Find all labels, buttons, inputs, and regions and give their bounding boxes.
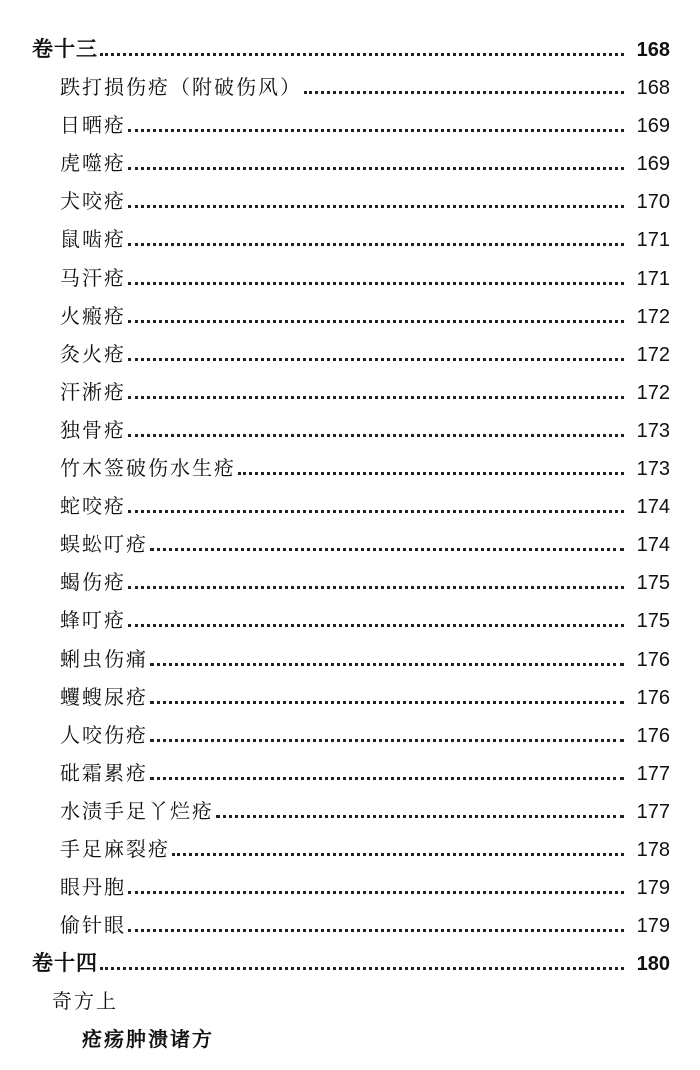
dot-leader [128, 129, 624, 132]
toc-page-number: 176 [636, 648, 670, 671]
dot-leader [128, 167, 624, 170]
toc-page-number: 171 [636, 229, 670, 252]
toc-entry-row[interactable] [0, 604, 700, 642]
toc-page-number: 168 [636, 77, 670, 100]
toc-entry-row[interactable] [0, 490, 700, 528]
toc-entry-row[interactable] [0, 262, 700, 300]
toc-page-number: 172 [636, 305, 670, 328]
dot-leader [128, 929, 624, 932]
toc-page-number: 172 [636, 381, 670, 404]
toc-page-number: 176 [636, 724, 670, 747]
toc-page-number: 168 [636, 39, 670, 61]
dot-leader [128, 510, 624, 513]
toc-entry-row[interactable] [0, 909, 700, 947]
dot-leader [150, 739, 624, 742]
toc-volume-row[interactable] [0, 947, 700, 985]
toc-page-number: 177 [636, 800, 670, 823]
toc-title: 蜈蚣叮疮 [60, 532, 148, 557]
toc-title: 日晒疮 [60, 113, 126, 138]
dot-leader [128, 358, 624, 361]
toc-page-number: 174 [636, 496, 670, 519]
toc-title: 跌打损伤疮（附破伤风） [60, 75, 302, 100]
dot-leader [128, 624, 624, 627]
toc-title: 眼丹胞 [60, 875, 126, 900]
dot-leader [150, 548, 624, 551]
toc-page-number: 172 [636, 343, 670, 366]
toc-page-number: 169 [636, 153, 670, 176]
toc-title: 卷十四 [32, 950, 98, 976]
toc-page-number: 180 [636, 953, 670, 976]
toc-page-number: 179 [636, 915, 670, 938]
toc-entry-row[interactable] [0, 757, 700, 795]
toc-title: 犬咬疮 [60, 189, 126, 214]
toc-page-number: 179 [636, 877, 670, 900]
dot-leader [150, 701, 624, 704]
toc-entry-row[interactable] [0, 223, 700, 261]
dot-leader [304, 91, 624, 94]
toc-list [0, 33, 700, 985]
toc-title: 蜊虫伤痛 [60, 646, 148, 671]
toc-title: 马汗疮 [60, 265, 126, 290]
toc-title: 鼠啮疮 [60, 227, 126, 252]
dot-leader [128, 396, 624, 399]
toc-entry-row[interactable] [0, 109, 700, 147]
toc-entry-row[interactable] [0, 414, 700, 452]
toc-title: 虎噬疮 [60, 151, 126, 176]
toc-entry-row[interactable] [0, 338, 700, 376]
toc-title: 独骨疮 [60, 417, 126, 442]
toc-title: 汗淅疮 [60, 379, 126, 404]
toc-title: 蠼螋尿疮 [60, 684, 148, 709]
toc-entry-row[interactable] [0, 452, 700, 490]
dot-leader [100, 53, 624, 56]
toc-entry-row[interactable] [0, 871, 700, 909]
toc-entry-row[interactable] [0, 71, 700, 109]
dot-leader [100, 967, 624, 970]
toc-entry-row[interactable] [0, 681, 700, 719]
toc-entry-row[interactable] [0, 643, 700, 681]
toc-entry-row[interactable] [0, 376, 700, 414]
toc-title: 偷针眼 [60, 913, 126, 938]
toc-title: 人咬伤疮 [60, 722, 148, 747]
dot-leader [128, 205, 624, 208]
dot-leader [172, 853, 624, 856]
toc-entry-row[interactable] [0, 147, 700, 185]
dot-leader [238, 472, 624, 475]
dot-leader [128, 891, 624, 894]
toc-page-number: 177 [636, 762, 670, 785]
subsection-heading: 疮疡肿溃诸方 [82, 1027, 214, 1051]
toc-tail [0, 985, 700, 1061]
toc-title: 水渍手足丫烂疮 [60, 798, 214, 823]
toc-title: 砒霜累疮 [60, 760, 148, 785]
toc-page-number: 178 [636, 838, 670, 861]
toc-page-number: 171 [636, 267, 670, 290]
dot-leader [150, 663, 624, 666]
dot-leader [128, 282, 624, 285]
toc-volume-row[interactable] [0, 33, 700, 71]
dot-leader [128, 434, 624, 437]
toc-entry-row[interactable] [0, 795, 700, 833]
toc-page-number: 175 [636, 610, 670, 633]
toc-title: 蜂叮疮 [60, 608, 126, 633]
toc-entry-row[interactable] [0, 300, 700, 338]
dot-leader [216, 815, 624, 818]
toc-page-number: 173 [636, 458, 670, 481]
toc-entry-row[interactable] [0, 528, 700, 566]
dot-leader [150, 777, 624, 780]
toc-page-number: 174 [636, 534, 670, 557]
toc-page-number: 170 [636, 191, 670, 214]
toc-title: 灸火疮 [60, 341, 126, 366]
toc-title: 蝎伤疮 [60, 570, 126, 595]
toc-entry-row[interactable] [0, 566, 700, 604]
toc-page-number: 176 [636, 686, 670, 709]
section-heading: 奇方上 [52, 989, 118, 1013]
toc-title: 蛇咬疮 [60, 494, 126, 519]
toc-title: 火瘢疮 [60, 303, 126, 328]
dot-leader [128, 320, 624, 323]
toc-page-number: 173 [636, 419, 670, 442]
dot-leader [128, 243, 624, 246]
toc-page-number: 169 [636, 115, 670, 138]
dot-leader [128, 586, 624, 589]
toc-title: 手足麻裂疮 [60, 836, 170, 861]
toc-entry-row[interactable] [0, 185, 700, 223]
toc-title: 卷十三 [32, 36, 98, 61]
toc-entry-row[interactable] [0, 833, 700, 871]
toc-title: 竹木签破伤水生疮 [60, 456, 236, 481]
toc-page-number: 175 [636, 572, 670, 595]
toc-entry-row[interactable] [0, 719, 700, 757]
